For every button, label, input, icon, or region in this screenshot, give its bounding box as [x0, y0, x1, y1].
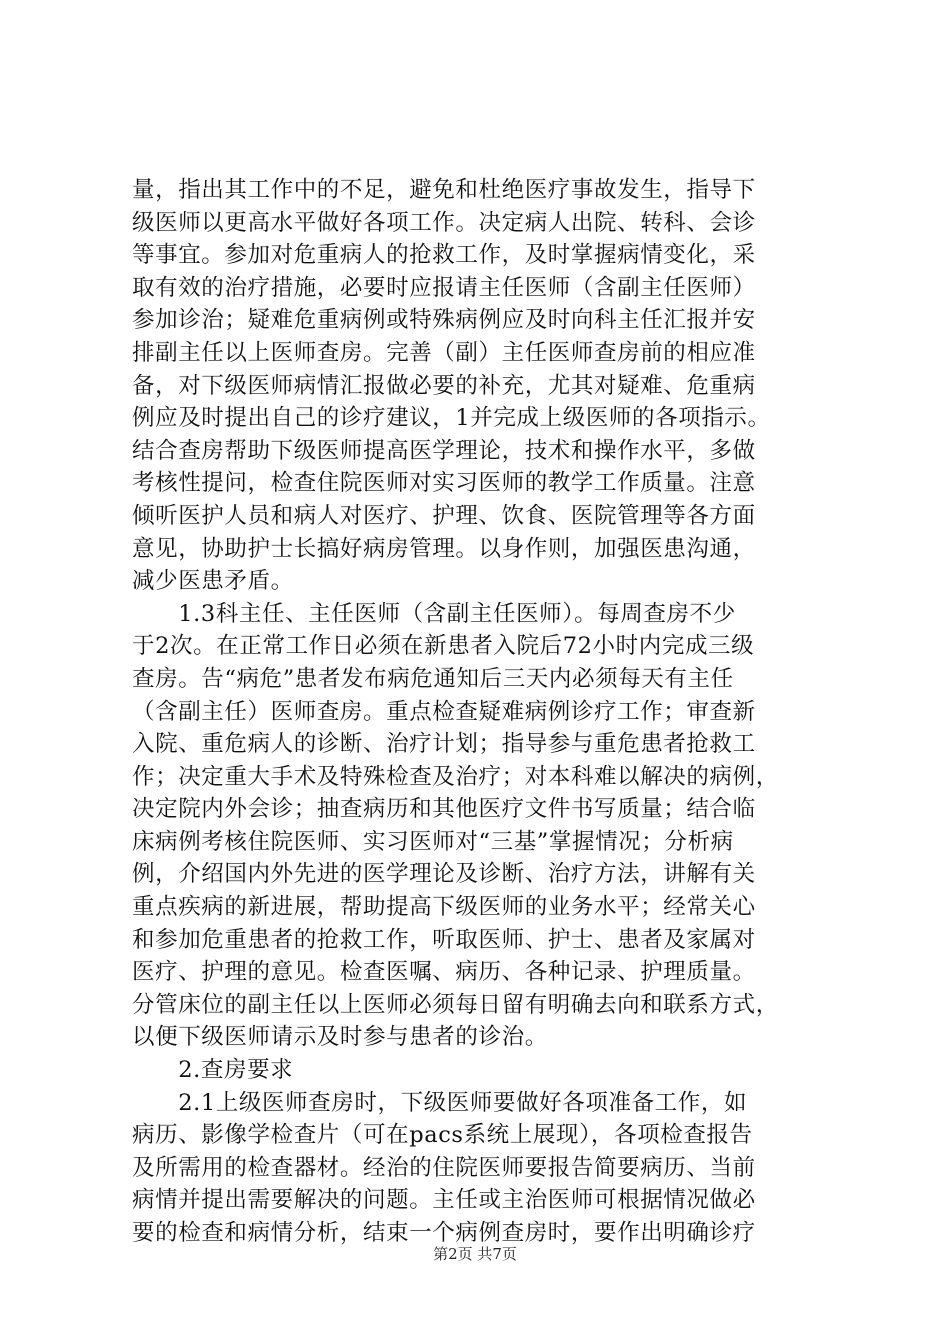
text-line: 取有效的治疗措施，必要时应报请主任医师（含副主任医师）	[132, 274, 756, 301]
text-line: 例，介绍国内外先进的医学理论及诊断、治疗方法，讲解有关	[132, 861, 756, 888]
text-line: 于2次。在正常工作日必须在新患者入院后72小时内完成三级	[132, 633, 755, 660]
text-line: （含副主任）医师查房。重点检查疑难病例诊疗工作；审查新	[132, 698, 756, 725]
text-line: 参加诊治；疑难危重病例或特殊病例应及时向科主任汇报并安	[132, 307, 756, 334]
text-line: 及所需用的检查器材。经治的住院医师要报告简要病历、当前	[132, 1154, 756, 1181]
text-line: 床病例考核住院医师、实习医师对“三基”掌握情况；分析病	[132, 828, 734, 855]
text-line: 作；决定重大手术及特殊检查及治疗；对本科难以解决的病例，	[132, 763, 779, 790]
text-line: 要的检查和病情分析，结束一个病例查房时，要作出明确诊疗	[132, 1220, 756, 1246]
text-line: 入院、重危病人的诊断、治疗计划；指导参与重危患者抢救工	[132, 731, 756, 758]
text-line: 1.3科主任、主任医师（含副主任医师）。每周查房不少	[132, 600, 736, 627]
text-line: 查房。告“病危”患者发布病危通知后三天内必须每天有主任	[132, 665, 734, 692]
text-line: 量，指出其工作中的不足，避免和杜绝医疗事故发生，指导下	[132, 177, 756, 203]
text-line: 备，对下级医师病情汇报做必要的补充，尤其对疑难、危重病	[132, 372, 756, 399]
page-number: 第2页 共7页	[433, 1245, 517, 1263]
text-line: 意见，协助护士长搞好病房管理。以身作则，加强医患沟通，	[132, 535, 756, 562]
text-line: 重点疾病的新进展，帮助提高下级医师的业务水平；经常关心	[132, 894, 756, 921]
text-line: 决定院内外会诊；抽查病历和其他医疗文件书写质量；结合临	[132, 796, 756, 823]
text-line: 考核性提问，检查住院医师对实习医师的教学工作质量。注意	[132, 470, 756, 497]
text-line: 等事宜。参加对危重病人的抢救工作，及时掌握病情变化，采	[132, 242, 756, 269]
text-line: 倾听医护人员和病人对医疗、护理、饮食、医院管理等各方面	[132, 502, 756, 529]
text-line: 和参加危重患者的抢救工作，听取医师、护士、患者及家属对	[132, 926, 756, 953]
text-line: 病历、影像学检查片（可在pacs系统上展现），各项检查报告	[132, 1122, 753, 1149]
text-line: 病情并提出需要解决的问题。主任或主治医师可根据情况做必	[132, 1187, 756, 1214]
text-line: 分管床位的副主任以上医师必须每日留有明确去向和联系方式，	[132, 991, 779, 1018]
text-line: 排副主任以上医师查房。完善（副）主任医师查房前的相应准	[132, 339, 756, 366]
text-line: 减少医患矛盾。	[132, 568, 294, 595]
text-line: 2.查房要求	[132, 1057, 294, 1084]
text-line: 医疗、护理的意见。检查医嘱、病历、各种记录、护理质量。	[132, 959, 756, 986]
text-line: 结合查房帮助下级医师提高医学理论，技术和操作水平，多做	[132, 437, 756, 464]
text-line: 级医师以更高水平做好各项工作。决定病人出院、转科、会诊	[132, 209, 756, 236]
body-text	[132, 174, 832, 1250]
text-line: 2.1上级医师查房时，下级医师要做好各项准备工作，如	[132, 1089, 748, 1116]
text-line: 以便下级医师请示及时参与患者的诊治。	[132, 1024, 548, 1051]
text-line: 例应及时提出自己的诊疗建议，1并完成上级医师的各项指示。	[132, 405, 771, 432]
